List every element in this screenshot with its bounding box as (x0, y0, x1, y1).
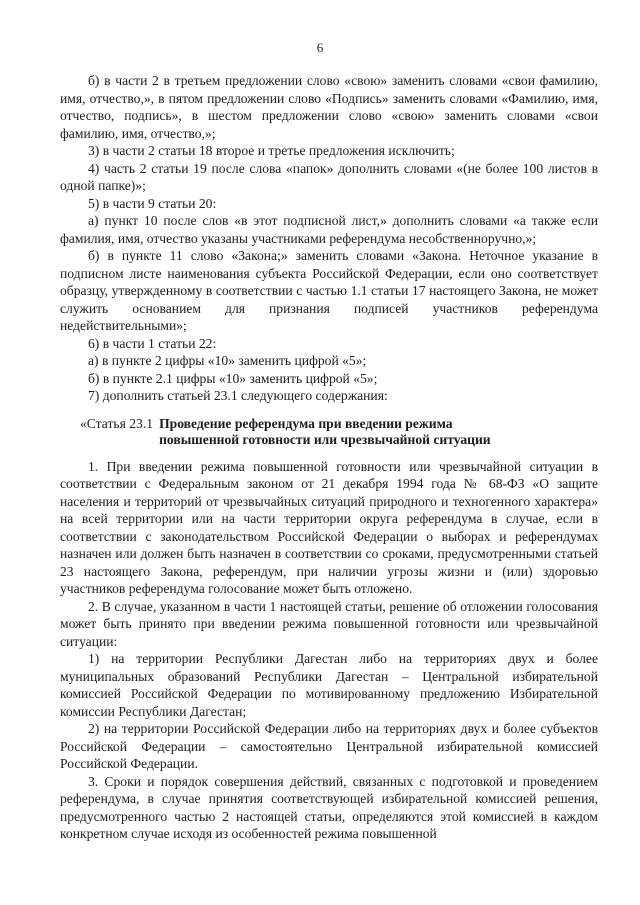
paragraph: 1. При введении режима повышенной готовности или чрезвычайной ситуации в соответствии с Федеральным законом от 21 декабря 1994 года № 68-ФЗ «О защите населения и территорий от чрезвычайных ситуаций природного и техногенного характера» на всей территории или на части территории округа референдума в случае, если в соответствии с законодательством Российской Федерации о выборах и референдумах назначен или должен быть назначен в соответствии со сроками, предусмотренными статьей 23 настоящего Закона, референдум, при наличии угрозы жизни и (или) здоровью участников референдума голосование может быть отложено. (60, 458, 598, 596)
paragraph: 7) дополнить статьей 23.1 следующего содержания: (88, 388, 388, 403)
article-title-line: Проведение референдума при введении режима (159, 415, 453, 431)
paragraph: 3. Сроки и порядок совершения действий, связанных с подготовкой и проведением референдума, в случае принятия соответствующей избирательной комиссией решения, предусмотренного частью 2 настоящей статьи, определяются этой комиссией в каждом конкретном случае исходя из особенностей режима повышенной (60, 773, 598, 841)
paragraph: 3) в части 2 статьи 18 второе и третье предложения исключить; (88, 143, 455, 158)
paragraph: 6) в части 1 статьи 22: (88, 335, 217, 351)
paragraph: 4) часть 2 статьи 19 после слова «папок» дополнить словами «(не более 100 листов в одной папке)»; (60, 160, 598, 193)
article-title-line: повышенной готовности или чрезвычайной ситуации (159, 431, 491, 447)
paragraph: б) в части 2 в третьем предложении слово «свою» заменить словами «свои фамилию, имя, отчество,», в пятом предложении слово «Подпись» заменить словами «Фамилию, имя, отчество, подпись», в шестом предложении слово «свою» заменить словами «свои фамилию, имя, отчество,»; (60, 73, 598, 141)
paragraph: а) пункт 10 после слов «в этот подписной лист,» дополнить словами «а также если фамилия, имя, отчество указаны участниками референдума несобственноручно,»; (60, 213, 598, 246)
paragraph: 2) на территории Российской Федерации либо на территориях двух и более субъектов Российской Федерации – самостоятельно Центральной избирательной комиссией Российской Федерации. (60, 721, 598, 771)
article-number: «Статья 23.1 (80, 415, 154, 431)
article-body (60, 458, 598, 843)
page-number: 6 (316, 40, 324, 55)
paragraph: а) в пункте 2 цифры «10» заменить цифрой «5»; (88, 353, 367, 368)
paragraph: 5) в части 9 статьи 20: (88, 195, 217, 211)
paragraph: 1) на территории Республики Дагестан либо на территориях двух и более муниципальных образований Республики Дагестан – Центральной избирательной комиссией Российской Федерации по мотивированному предложению Избирательной комиссии Республики Дагестан; (60, 651, 598, 719)
paragraph: 2. В случае, указанном в части 1 настоящей статьи, решение об отложении голосования может быть принято при введении режима повышенной готовности или чрезвычайной ситуации: (60, 598, 598, 649)
paragraph: б) в пункте 2.1 цифры «10» заменить цифрой «5»; (88, 370, 378, 386)
article-heading (60, 416, 598, 448)
paragraph: б) в пункте 11 слово «Закона;» заменить словами «Закона. Неточное указание в подписном листе наименования субъекта Российской Федерации, если оно соответствует образцу, утвержденному в соответствии с частью 1.1 статьи 17 настоящего Закона, не может служить основанием для признания подписей участников референдума недействительными»; (60, 248, 598, 333)
article-title (159, 416, 491, 448)
amendments-list (60, 72, 598, 405)
